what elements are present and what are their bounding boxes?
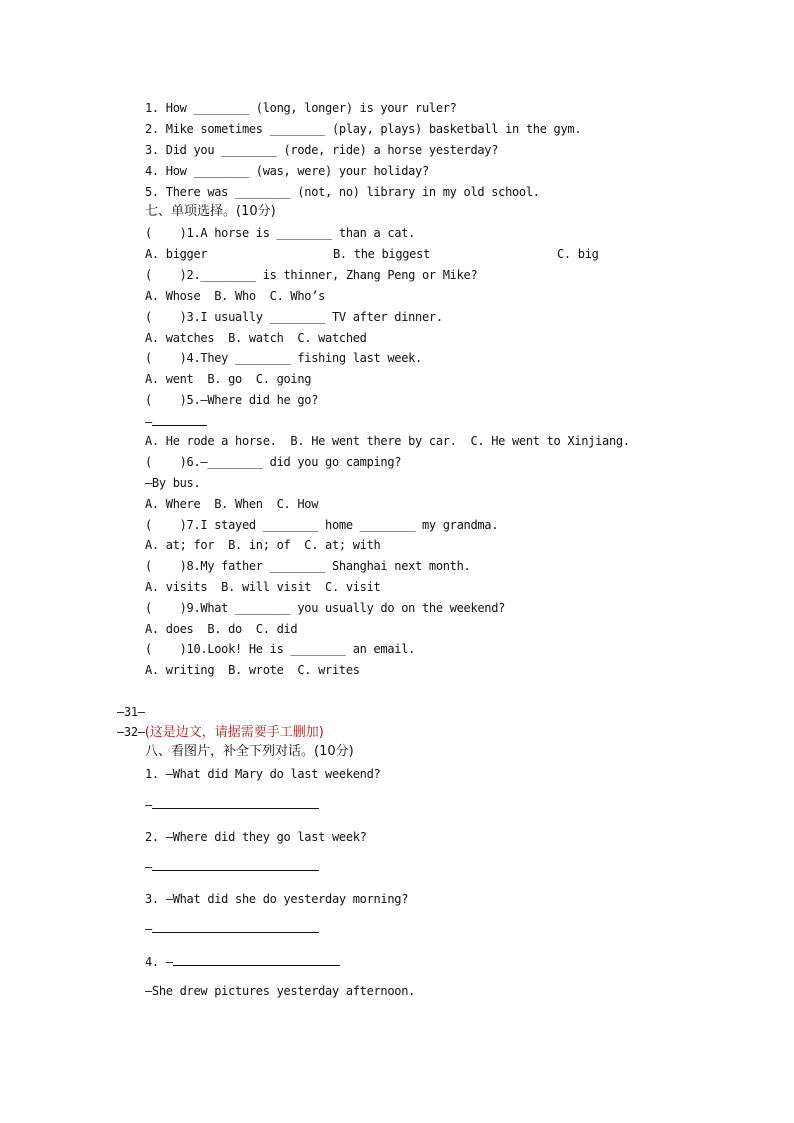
mc-q5-reply-blank [152, 413, 207, 426]
fill-item-1: 1. How ________ (long, longer) is your ruler? [145, 101, 457, 115]
mc-q10-options: A. writing B. wrote C. writes [145, 663, 360, 677]
mc-question-5: ( )5.—Where did he go? [145, 393, 319, 407]
dialog-answer-3 [145, 920, 319, 937]
mc-q3-options: A. watches B. watch C. watched [145, 331, 367, 345]
dialog-answer-2-blank [152, 858, 319, 871]
fill-item-5: 5. There was ________ (not, no) library in my old school. [145, 185, 540, 199]
fill-item-4: 4. How ________ (was, were) your holiday? [145, 164, 429, 178]
mc-q1-option-b: B. the biggest [333, 247, 430, 261]
dialog-question-4-prefix: 4. — [145, 955, 173, 969]
dialog-answer-2-dash: — [145, 860, 152, 874]
page-number-32: —32— [117, 725, 145, 739]
mc-question-4: ( )4.They ________ fishing last week. [145, 351, 422, 365]
mc-q4-options: A. went B. go C. going [145, 372, 312, 386]
page-number-32-line [117, 724, 324, 741]
section8-heading: 八、看图片，补全下列对话。(10分) [145, 744, 354, 759]
mc-question-10: ( )10.Look! He is ________ an email. [145, 642, 416, 656]
mc-question-1: ( )1.A horse is ________ than a cat. [145, 226, 416, 240]
dialog-answer-4: —She drew pictures yesterday afternoon. [145, 984, 416, 998]
page-number-31: —31— [117, 705, 145, 719]
mc-question-3: ( )3.I usually ________ TV after dinner. [145, 310, 443, 324]
dialog-answer-2 [145, 858, 319, 875]
dialog-question-4 [145, 953, 340, 970]
section7-heading: 七、单项选择。(10分) [145, 204, 276, 219]
mc-q1-option-a: A. bigger [145, 247, 208, 261]
mc-question-2: ( )2.________ is thinner, Zhang Peng or Mike? [145, 268, 478, 282]
mc-q9-options: A. does B. do C. did [145, 622, 298, 636]
mc-q6-options: A. Where B. When C. How [145, 497, 319, 511]
mc-q8-options: A. visits B. will visit C. visit [145, 580, 381, 594]
mc-q7-options: A. at; for B. in; of C. at; with [145, 538, 381, 552]
dialog-answer-1-blank [152, 796, 319, 809]
margin-note: (这是边文，请据需要手工删加) [144, 725, 324, 740]
dialog-question-4-blank [173, 953, 340, 966]
mc-q6-reply: —By bus. [145, 476, 201, 490]
mc-q5-reply-dash: — [145, 415, 152, 429]
dialog-question-1: 1. —What did Mary do last weekend? [145, 767, 381, 781]
mc-q5-options: A. He rode a horse. B. He went there by car. C. He went to Xinjiang. [145, 434, 630, 448]
dialog-question-2: 2. —Where did they go last week? [145, 830, 367, 844]
dialog-answer-1 [145, 796, 319, 813]
mc-question-7: ( )7.I stayed ________ home ________ my grandma. [145, 518, 499, 532]
fill-item-2: 2. Mike sometimes ________ (play, plays) basketball in the gym. [145, 122, 582, 136]
mc-q1-option-c: C. big [557, 247, 599, 261]
mc-q5-reply-line [145, 413, 207, 430]
dialog-answer-3-dash: — [145, 922, 152, 936]
dialog-answer-1-dash: — [145, 798, 152, 812]
fill-item-3: 3. Did you ________ (rode, ride) a horse yesterday? [145, 143, 499, 157]
dialog-question-3: 3. —What did she do yesterday morning? [145, 892, 409, 906]
mc-q2-options: A. Whose B. Who C. Who’s [145, 289, 326, 303]
mc-question-8: ( )8.My father ________ Shanghai next month. [145, 559, 471, 573]
mc-question-9: ( )9.What ________ you usually do on the weekend? [145, 601, 506, 615]
dialog-answer-3-blank [152, 920, 319, 933]
mc-question-6: ( )6.—________ did you go camping? [145, 455, 402, 469]
